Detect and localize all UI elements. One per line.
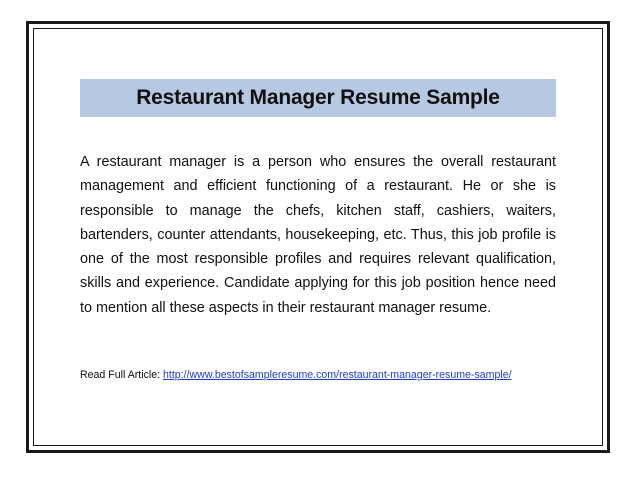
body-paragraph: A restaurant manager is a person who ensures the overall restaurant management and efficient functioning of a restaurant. He or she is responsible to manage the chefs, kitchen staff, cashiers, waiters, bartenders, counter attendants, housekeeping, etc. Thus, this job profile is one of the most responsible profiles and requires relevant qualification, skills and experience. Candidate applying for this job position hence need to mention all these aspects in their restaurant manager resume. [80, 154, 556, 316]
article-link[interactable]: http://www.bestofsampleresume.com/restaurant-manager-resume-sample/ [163, 369, 512, 381]
page-title: Restaurant Manager Resume Sample [136, 86, 500, 109]
title-banner [80, 79, 556, 117]
read-more-line [80, 369, 570, 381]
read-more-label: Read Full Article: [80, 369, 164, 381]
